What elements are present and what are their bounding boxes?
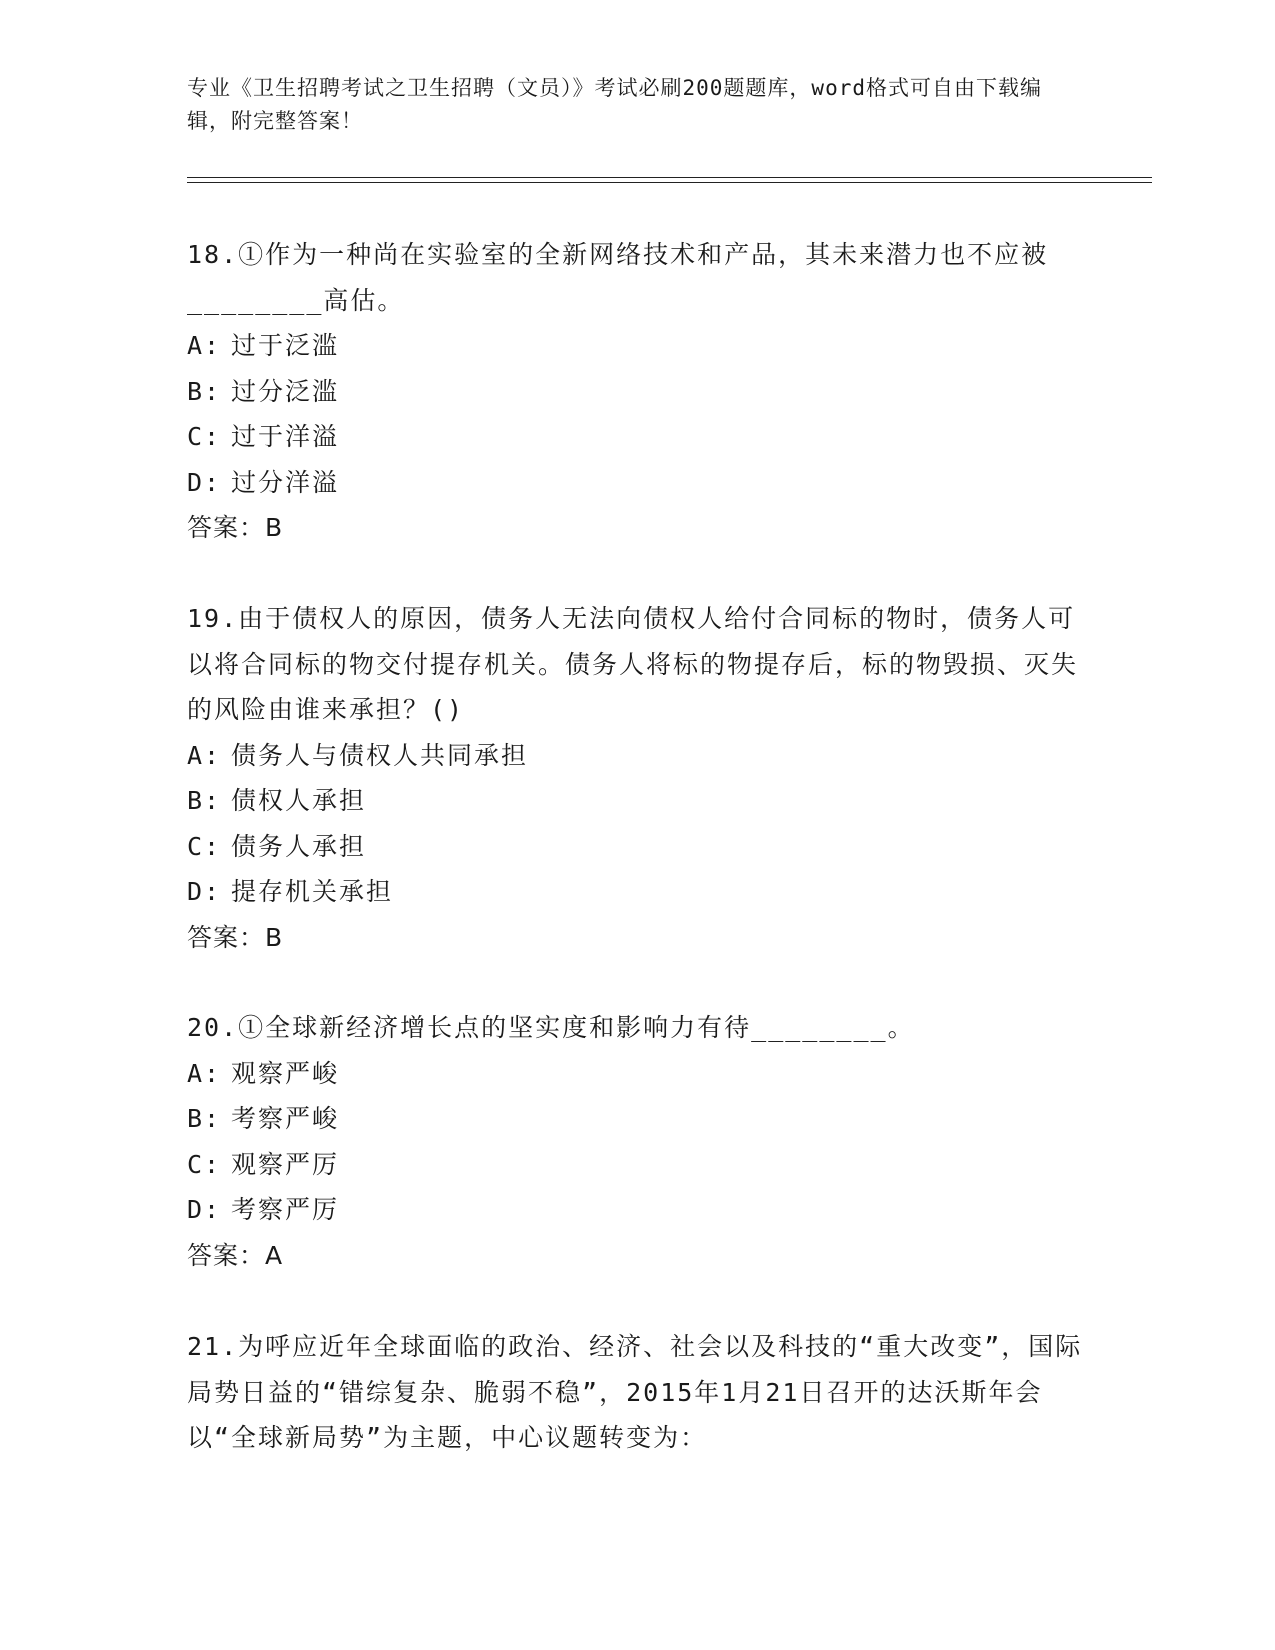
question-stem: 21.为呼应近年全球面临的政治、经济、社会以及科技的“重大改变”，国际局势日益的“错综复杂、脆弱不稳”，2015年1月21日召开的达沃斯年会以“全球新局势”为主题，中心议题转变为： — [187, 1332, 1083, 1452]
question-stem: 20.①全球新经济增长点的坚实度和影响力有待________。 — [187, 1013, 915, 1042]
option-text: 过于洋溢 — [231, 422, 340, 451]
option-text: 债务人与债权人共同承担 — [231, 740, 529, 770]
option-letter: A: — [187, 740, 222, 770]
question-18 — [187, 232, 1087, 551]
option-text: 过分泛滥 — [231, 376, 340, 406]
question-19 — [187, 596, 1087, 960]
option-c — [187, 824, 1087, 870]
option-c — [187, 1142, 1087, 1188]
option-text: 观察严峻 — [231, 1058, 340, 1088]
option-list — [187, 733, 1087, 915]
option-letter: A: — [187, 1058, 222, 1088]
option-b — [187, 369, 1087, 415]
option-letter: B: — [187, 376, 222, 406]
option-letter: C: — [187, 831, 222, 861]
header-divider-top — [187, 177, 1152, 178]
option-text: 观察严厉 — [231, 1149, 340, 1179]
option-d — [187, 869, 1087, 915]
option-text: 过于泛滥 — [231, 331, 340, 360]
option-letter: C: — [187, 1149, 222, 1179]
option-a — [187, 323, 1087, 369]
option-c — [187, 414, 1087, 460]
option-d — [187, 460, 1087, 506]
option-letter: D: — [187, 467, 222, 497]
option-text: 债务人承担 — [231, 831, 367, 861]
option-text: 考察严厉 — [231, 1195, 340, 1224]
option-letter: A: — [187, 331, 222, 360]
option-letter: B: — [187, 1104, 222, 1133]
option-text: 债权人承担 — [231, 786, 367, 815]
option-letter: D: — [187, 1195, 222, 1224]
question-stem: 18.①作为一种尚在实验室的全新网络技术和产品，其未来潜力也不应被________高估。 — [187, 240, 1049, 315]
option-letter: C: — [187, 422, 222, 451]
answer-line: 答案：A — [187, 1240, 284, 1270]
option-text: 考察严峻 — [231, 1104, 340, 1133]
option-letter: D: — [187, 877, 222, 906]
question-20 — [187, 1005, 1087, 1278]
header-divider-bottom — [187, 182, 1152, 183]
answer-line: 答案：B — [187, 922, 284, 952]
question-stem: 19.由于债权人的原因，债务人无法向债权人给付合同标的物时，债务人可以将合同标的物交付提存机关。债务人将标的物提存后，标的物毁损、灭失的风险由谁来承担？() — [187, 604, 1079, 724]
option-letter: B: — [187, 786, 222, 815]
option-b — [187, 778, 1087, 824]
answer-line: 答案：B — [187, 513, 284, 542]
option-text: 提存机关承担 — [231, 877, 394, 906]
option-list — [187, 1051, 1087, 1233]
option-b — [187, 1096, 1087, 1142]
question-21 — [187, 1324, 1087, 1461]
option-text: 过分洋溢 — [231, 467, 340, 497]
option-a — [187, 1051, 1087, 1097]
option-a — [187, 733, 1087, 779]
option-list — [187, 323, 1087, 505]
option-d — [187, 1187, 1087, 1233]
document-header: 专业《卫生招聘考试之卫生招聘（文员）》考试必刷200题题库，word格式可自由下载编辑，附完整答案！ — [187, 76, 1042, 133]
